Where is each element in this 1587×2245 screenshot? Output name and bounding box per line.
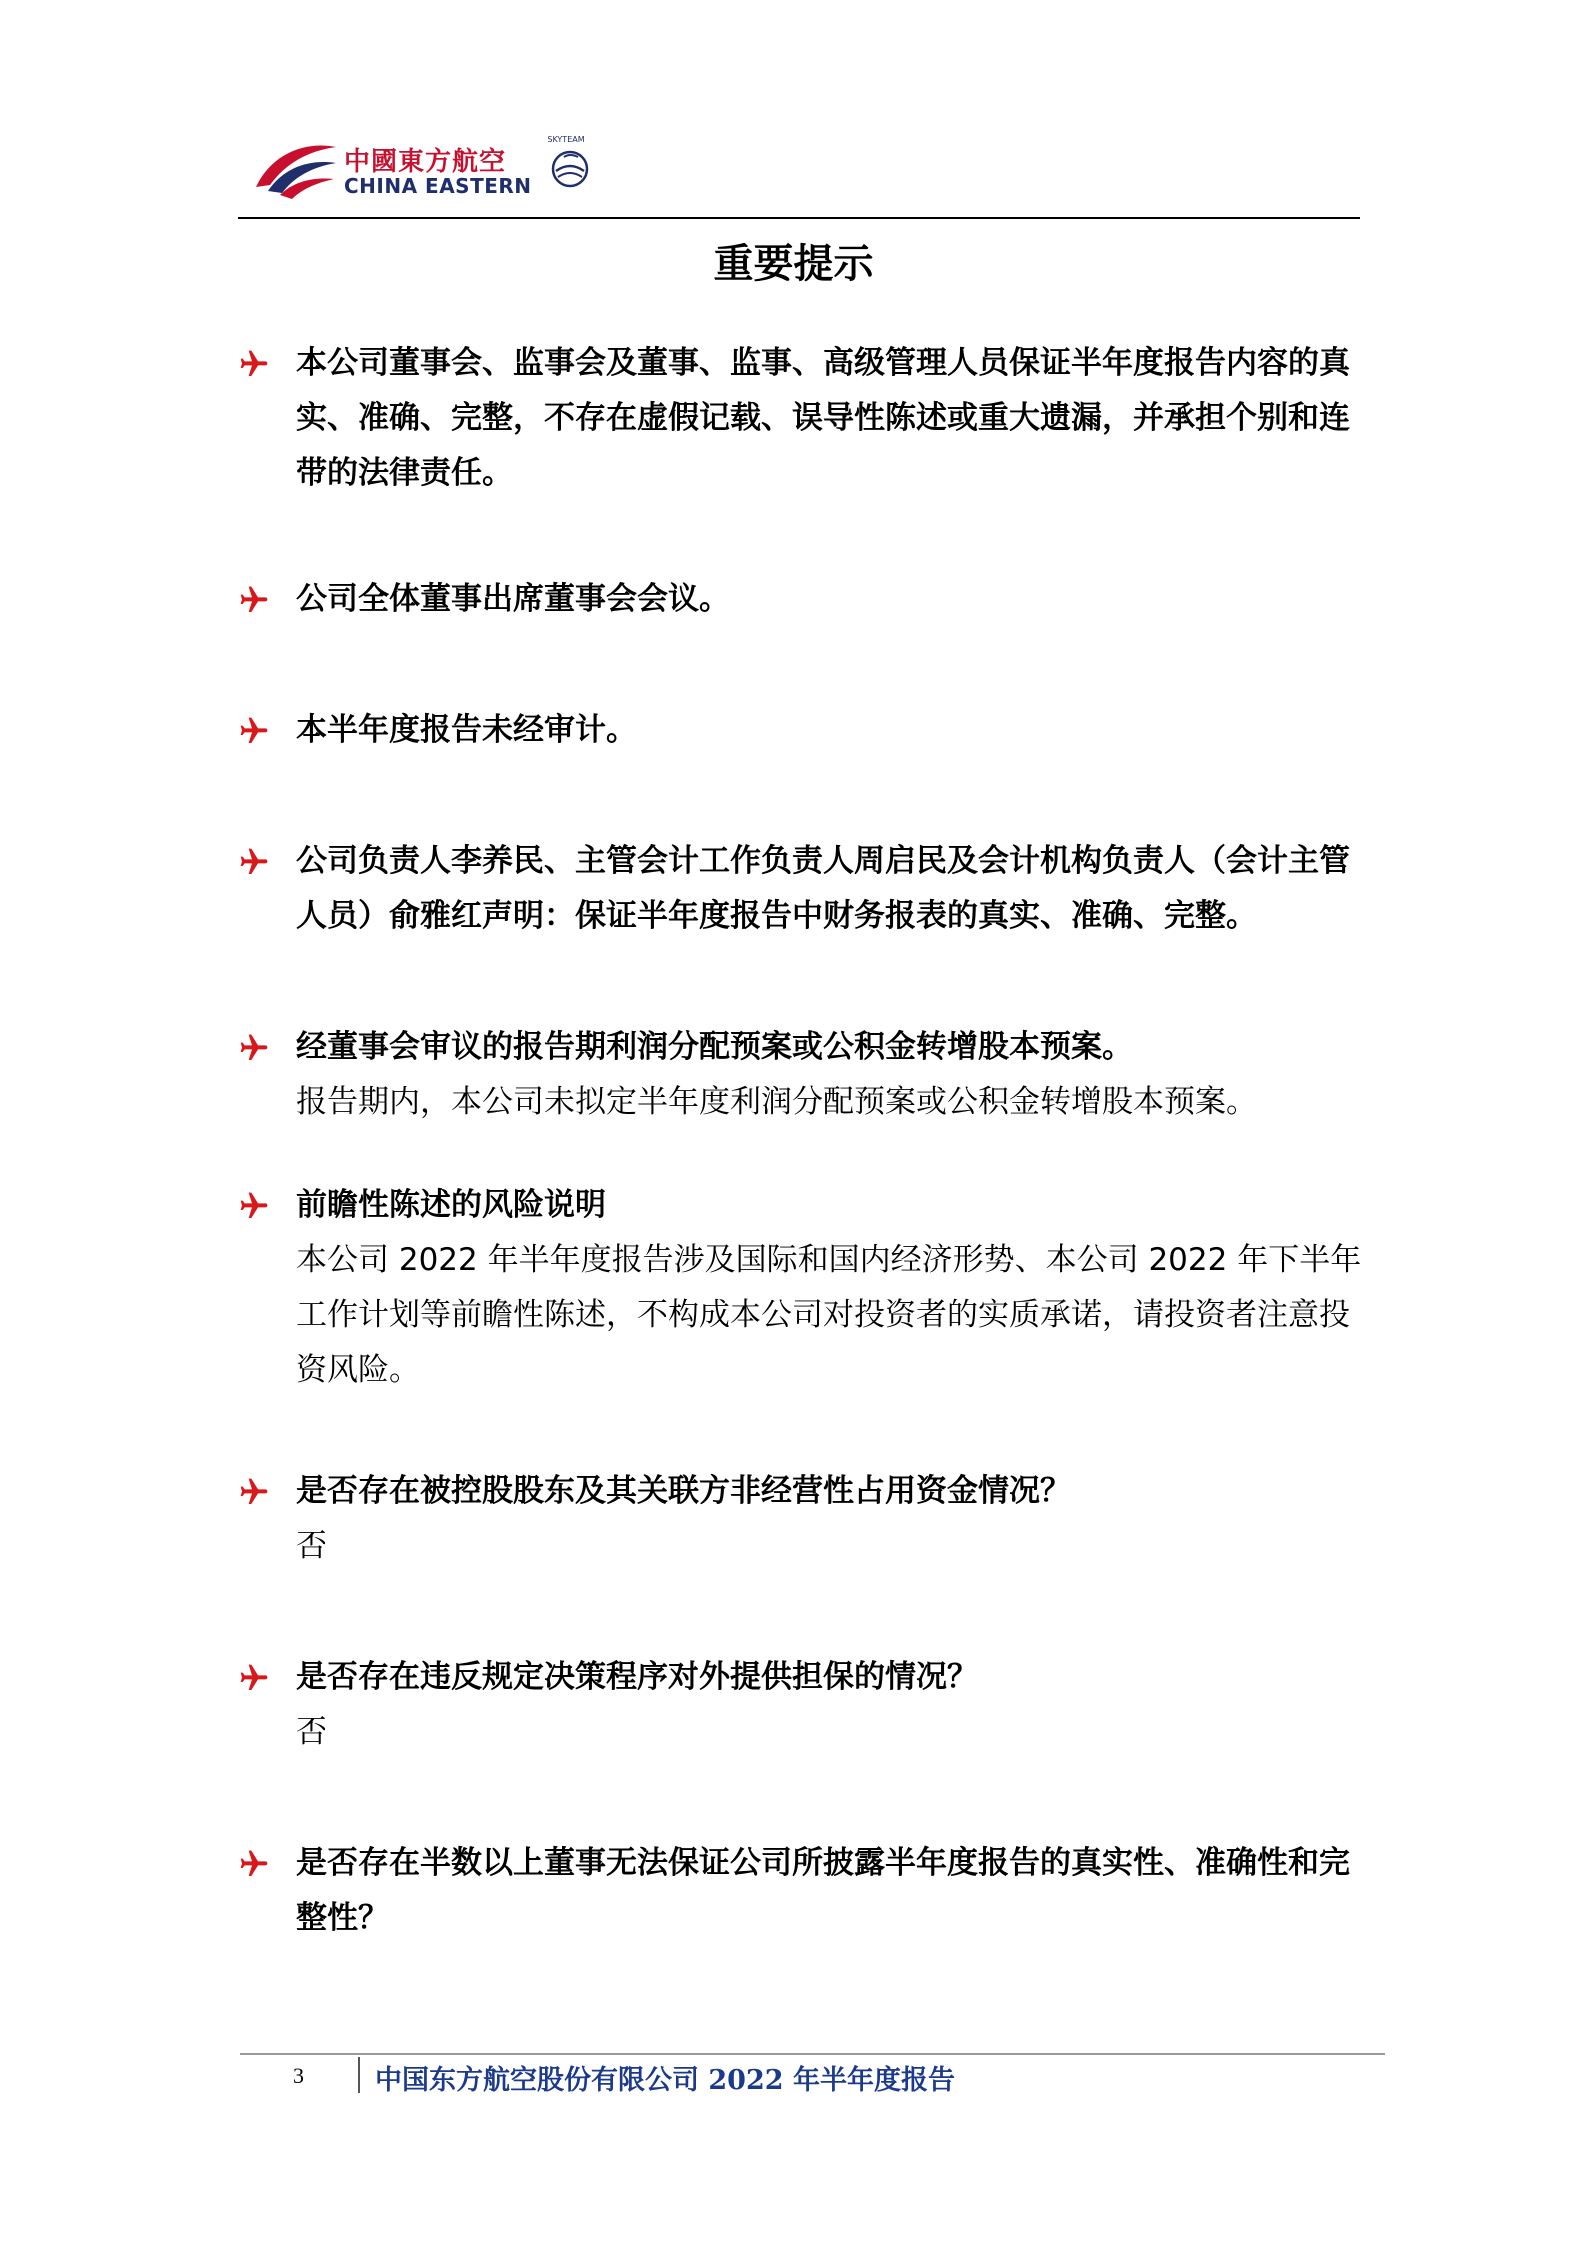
airplane-icon	[238, 1476, 270, 1508]
notice-item-board-guarantee	[238, 336, 1362, 501]
notice-item-body: 否	[296, 1714, 327, 1750]
notice-item-guarantee	[238, 1650, 1362, 1760]
notice-item-title: 经董事会审议的报告期利润分配预案或公积金转增股本预案。	[296, 1029, 1133, 1065]
notice-item-title: 是否存在半数以上董事无法保证公司所披露半年度报告的真实性、准确性和完整性？	[296, 1845, 1350, 1936]
notice-item-fund-occupation	[238, 1464, 1362, 1574]
notice-item-financial-statement	[238, 834, 1362, 944]
skyteam-icon	[538, 131, 594, 193]
swallow-logo-icon	[250, 133, 338, 203]
notice-item-body: 本公司 2022 年半年度报告涉及国际和国内经济形势、本公司 2022 年下半年工作计划等前瞻性陈述，不构成本公司对投资者的实质承诺，请投资者注意投资风险。	[296, 1242, 1362, 1388]
notice-item-title: 是否存在违反规定决策程序对外提供担保的情况？	[296, 1659, 978, 1695]
logo-chinese-name: 中國東方航空	[344, 147, 507, 177]
airplane-icon	[238, 348, 270, 380]
notice-item-title: 公司负责人李养民、主管会计工作负责人周启民及会计机构负责人（会计主管人员）俞雅红声明：保证半年度报告中财务报表的真实、准确、完整。	[296, 843, 1350, 934]
footer-report-name: 中国东方航空股份有限公司 2022 年半年度报告	[375, 2065, 955, 2096]
notice-item-title: 前瞻性陈述的风险说明	[296, 1187, 606, 1223]
logo-english-name: CHINA EASTERN	[344, 174, 532, 198]
notice-item-title: 本公司董事会、监事会及董事、监事、高级管理人员保证半年度报告内容的真实、准确、完整，不存在虚假记载、误导性陈述或重大遗漏，并承担个别和连带的法律责任。	[296, 345, 1350, 491]
notice-list	[238, 336, 1362, 1946]
header-rule	[238, 217, 1360, 219]
airplane-icon	[238, 1032, 270, 1064]
notice-item-attendance	[238, 572, 1362, 627]
company-logo	[250, 125, 630, 205]
airplane-icon	[238, 1848, 270, 1880]
airplane-icon	[238, 584, 270, 616]
airplane-icon	[238, 715, 270, 747]
footer-separator	[358, 2057, 360, 2093]
footer-rule	[240, 2053, 1385, 2055]
airplane-icon	[238, 1190, 270, 1222]
notice-item-body: 否	[296, 1528, 327, 1564]
notice-item-director-disclaimer	[238, 1836, 1362, 1946]
notice-item-profit-distribution	[238, 1020, 1362, 1130]
notice-item-unaudited	[238, 703, 1362, 758]
page-number: 3	[293, 2063, 304, 2088]
notice-item-title: 本半年度报告未经审计。	[296, 712, 637, 748]
notice-item-forward-looking	[238, 1178, 1362, 1398]
skyteam-label: SKYTEAM	[547, 135, 585, 144]
airplane-icon	[238, 1662, 270, 1694]
notice-item-title: 是否存在被控股股东及其关联方非经营性占用资金情况？	[296, 1473, 1071, 1509]
airplane-icon	[238, 846, 270, 878]
page-title: 重要提示	[713, 241, 874, 287]
notice-item-body: 报告期内，本公司未拟定半年度利润分配预案或公积金转增股本预案。	[296, 1084, 1257, 1120]
notice-item-title: 公司全体董事出席董事会会议。	[296, 581, 730, 617]
